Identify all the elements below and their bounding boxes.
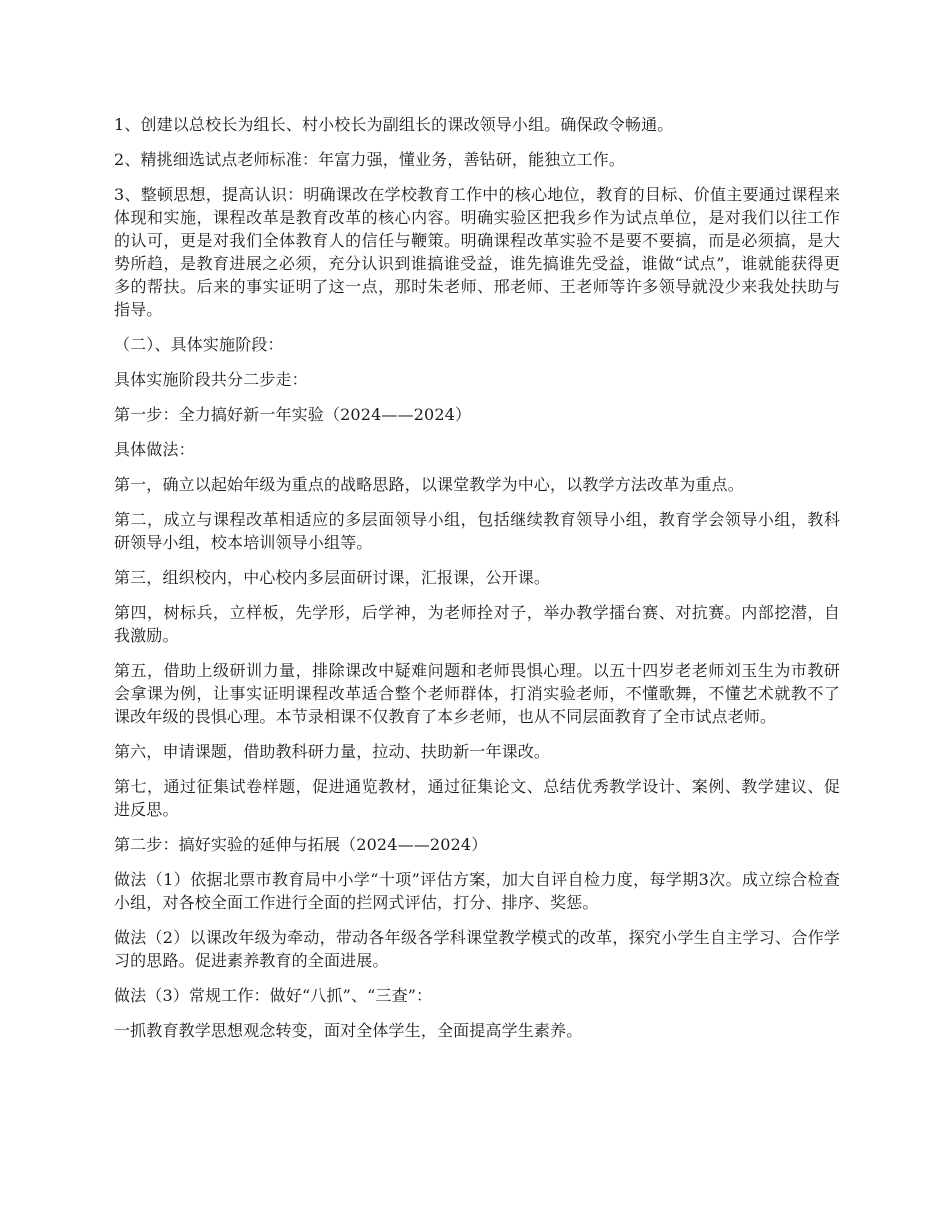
method-item-5: 第五，借助上级研训力量，排除课改中疑难问题和老师畏惧心理。以五十四岁老老师刘玉生为市教研会拿课为例，让事实证明课程改革适合整个老师群体，打消实验老师，不懂歌舞，不懂艺术就教不了课改年级的畏惧心理。本节录相课不仅教育了本乡老师，也从不同层面教育了全市试点老师。 (114, 661, 840, 726)
paragraph-2: 2、精挑细选试点老师标准：年富力强，懂业务，善钻研，能独立工作。 (114, 150, 625, 169)
method-item-4: 第四，树标兵，立样板，先学形，后学神，为老师拴对子，举办教学擂台赛、对抗赛。内部挖潜，自我激励。 (114, 603, 840, 645)
practice-item-3: 做法（3）常规工作：做好“八抓”、“三查”： (114, 986, 433, 1005)
method-item-6: 第六，申请课题，借助教科研力量，拉动、扶助新一年课改。 (114, 742, 551, 761)
section-heading-implementation: （二）、具体实施阶段： (114, 335, 284, 354)
first-grasp-item: 一抓教育教学思想观念转变，面对全体学生，全面提高学生素养。 (114, 1021, 583, 1040)
paragraph-3: 3、整顿思想，提高认识：明确课改在学校教育工作中的核心地位，教育的目标、价值主要通过课程来体现和实施，课程改革是教育改革的核心内容。明确实验区把我乡作为试点单位，是对我们以往工作的认可，更是对我们全体教育人的信任与鞭策。明确课程改革实验不是要不要搞，而是必须搞，是大势所趋，是教育进展之必须，充分认识到谁搞谁受益，谁先搞谁先受益，谁做“试点”，谁就能获得更多的帮扶。后来的事实证明了这一点，那时朱老师、邢老师、王老师等许多领导就没少来我处扶助与指导。 (114, 185, 840, 319)
method-item-2: 第二，成立与课程改革相适应的多层面领导小组，包括继续教育领导小组，教育学会领导小组，教科研领导小组，校本培训领导小组等。 (114, 510, 840, 552)
practice-item-1: 做法（1）依据北票市教育局中小学“十项”评估方案，加大自评自检力度，每学期3次。成立综合检查小组，对各校全面工作进行全面的拦网式评估，打分、排序、奖惩。 (114, 870, 840, 912)
step-one-heading: 第一步：全力搞好新一年实验（2024——2024） (114, 405, 472, 424)
methods-heading: 具体做法： (114, 440, 195, 459)
method-item-7: 第七，通过征集试卷样题，促进通览教材，通过征集论文、总结优秀教学设计、案例、教学建议、促进反思。 (114, 777, 840, 819)
step-two-heading: 第二步：搞好实验的延伸与拓展（2024——2024） (114, 835, 488, 854)
practice-item-2: 做法（2）以课改年级为牵动，带动各年级各学科课堂教学模式的改革，探究小学生自主学习、合作学习的思路。促进素养教育的全面进展。 (114, 928, 840, 970)
method-item-1: 第一，确立以起始年级为重点的战略思路，以课堂教学为中心，以教学方法改革为重点。 (114, 475, 744, 494)
document-body (114, 113, 840, 1054)
paragraph-1: 1、创建以总校长为组长、村小校长为副组长的课改领导小组。确保政令畅通。 (114, 115, 674, 134)
method-item-3: 第三，组织校内，中心校内多层面研讨课，汇报课，公开课。 (114, 568, 551, 587)
paragraph-steps-intro: 具体实施阶段共分二步走： (114, 370, 308, 389)
